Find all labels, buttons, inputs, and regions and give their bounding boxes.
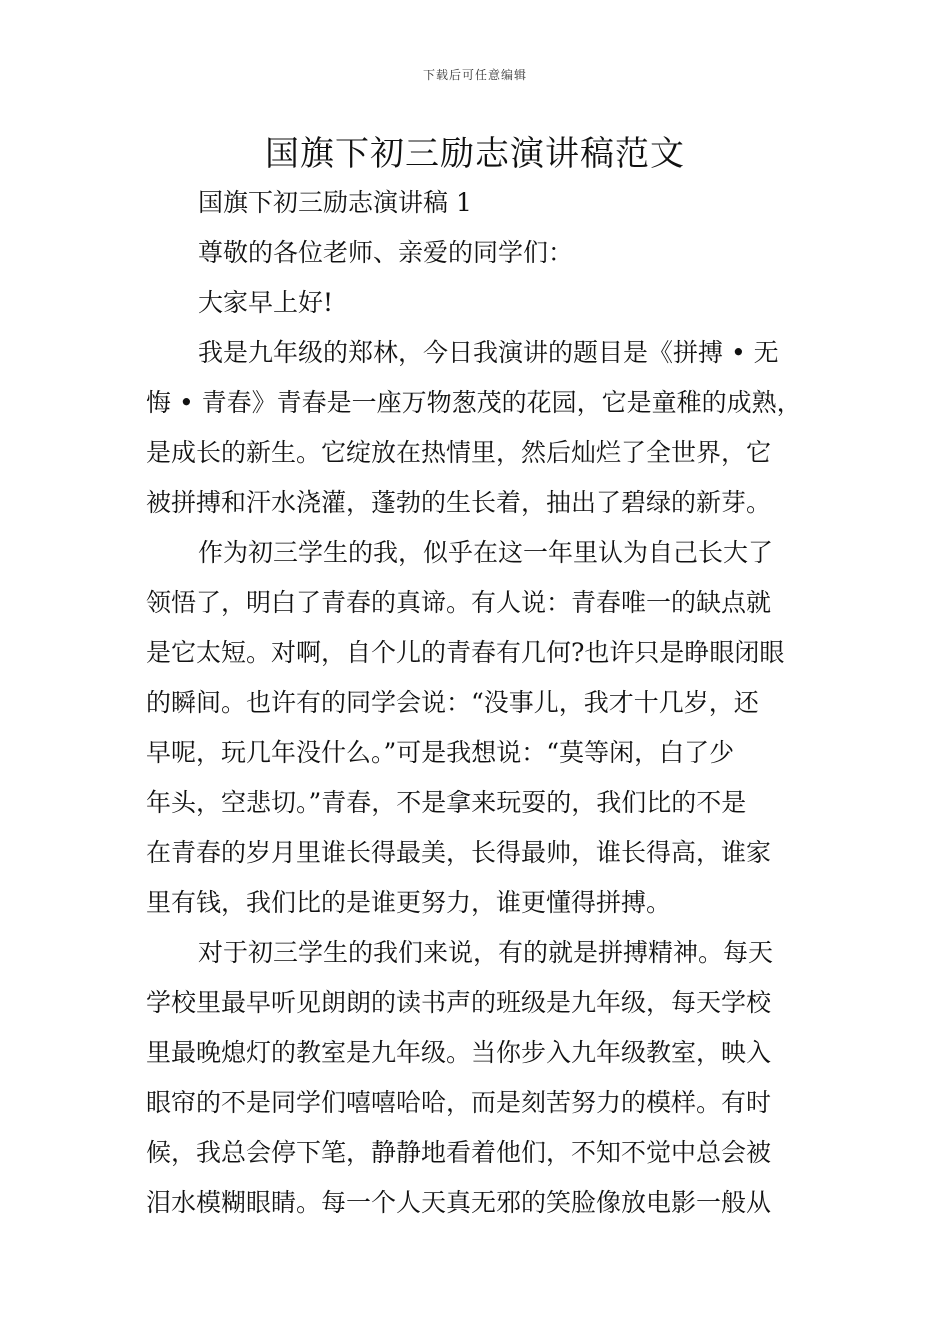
text-line: 悔 • 青春》青春是一座万物葱茂的花园，它是童稚的成熟， bbox=[146, 388, 802, 417]
text-line: 大家早上好! bbox=[198, 288, 334, 317]
text-line: 领悟了，明白了青春的真谛。有人说：青春唯一的缺点就 bbox=[146, 588, 772, 617]
text-line: 早呢，玩几年没什么。”可是我想说：“莫等闲，白了少 bbox=[146, 738, 735, 767]
text-line: 学校里最早听见朗朗的读书声的班级是九年级，每天学校 bbox=[146, 988, 772, 1017]
text-line: 国旗下初三励志演讲稿 1 bbox=[198, 188, 472, 217]
text-line: 我是九年级的郑林，今日我演讲的题目是《拼搏 • 无 bbox=[198, 338, 779, 367]
text-line: 候，我总会停下笔，静静地看着他们，不知不觉中总会被 bbox=[146, 1138, 772, 1167]
text-line: 对于初三学生的我们来说，有的就是拼搏精神。每天 bbox=[198, 938, 774, 967]
text-line: 是成长的新生。它绽放在热情里，然后灿烂了全世界，它 bbox=[146, 438, 772, 467]
text-line: 的瞬间。也许有的同学会说：“没事儿，我才十几岁，还 bbox=[146, 688, 759, 717]
text-line: 年头，空悲切。”青春，不是拿来玩耍的，我们比的不是 bbox=[146, 788, 747, 817]
text-line: 在青春的岁月里谁长得最美，长得最帅，谁长得高，谁家 bbox=[146, 838, 772, 867]
text-line: 里最晚熄灯的教室是九年级。当你步入九年级教室，映入 bbox=[146, 1038, 772, 1067]
text-line: 泪水模糊眼睛。每一个人天真无邪的笑脸像放电影一般从 bbox=[146, 1188, 772, 1217]
text-line: 作为初三学生的我，似乎在这一年里认为自己长大了 bbox=[198, 538, 774, 567]
text-line: 里有钱，我们比的是谁更努力，谁更懂得拼搏。 bbox=[146, 888, 672, 917]
document-body bbox=[146, 178, 806, 1228]
header-note: 下载后可任意编辑 bbox=[422, 68, 527, 82]
text-line: 眼帘的不是同学们嘻嘻哈哈，而是刻苦努力的模样。有时 bbox=[146, 1088, 772, 1117]
text-line: 尊敬的各位老师、亲爱的同学们： bbox=[198, 238, 574, 267]
text-line: 是它太短。对啊，自个儿的青春有几何?也许只是睁眼闭眼 bbox=[146, 638, 785, 667]
text-line: 被拼搏和汗水浇灌，蓬勃的生长着，抽出了碧绿的新芽。 bbox=[146, 488, 772, 517]
document-title: 国旗下初三励志演讲稿范文 bbox=[265, 134, 685, 174]
